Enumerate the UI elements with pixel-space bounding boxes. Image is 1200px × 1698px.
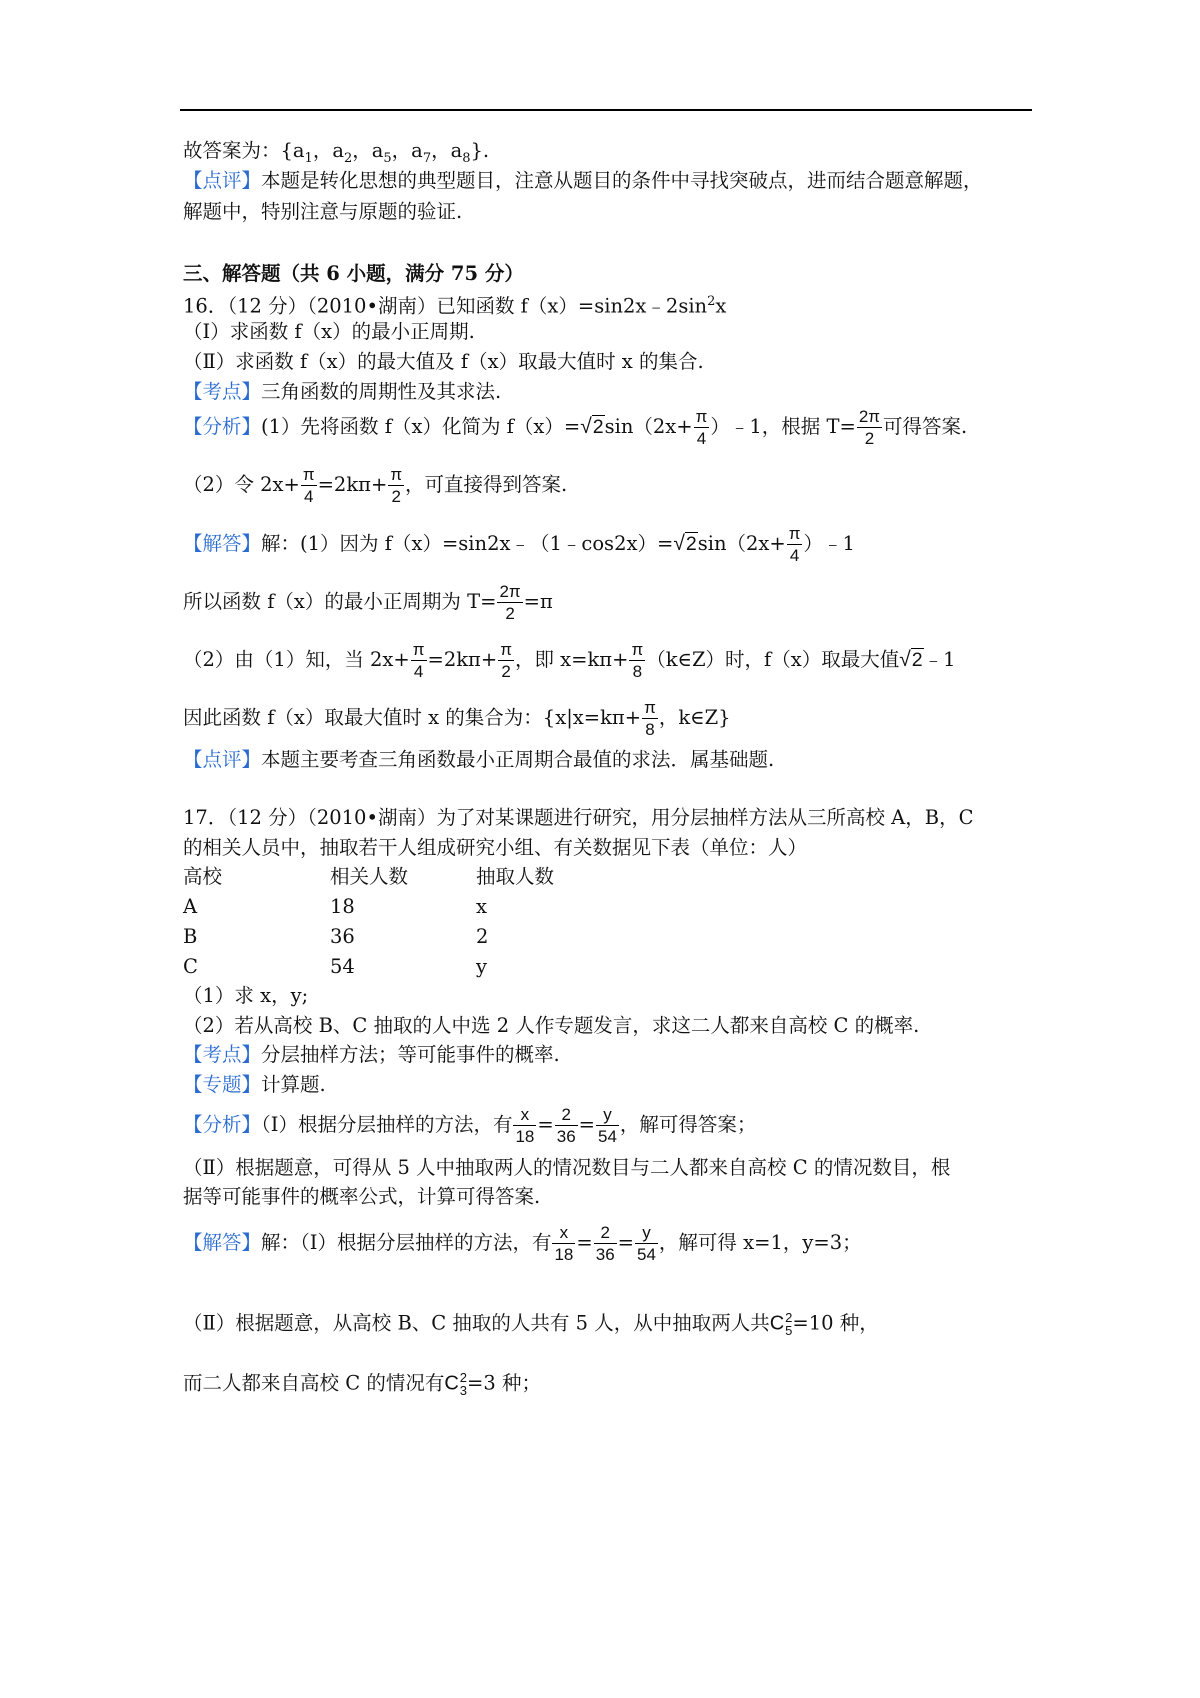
fraction: $\frac{2}{36}$ (556, 1105, 576, 1146)
q17-stem-1: 17．（12 分）（2010•湖南）为了对某课题进行研究，用分层抽样方法从三所高校 A，B，C (183, 806, 974, 829)
q16-fenxi-1: 【分析】(1）先将函数 f（x）化简为 f（x）=√2sin（2x+ $\frac{\pi}{4}$ ）﹣1，根据 T= $\frac{2\pi}{2}$ 可得答案. (183, 407, 968, 448)
comment-line-2: 解题中，特别注意与原题的验证. (183, 200, 463, 223)
table-header: 抽取人数 (476, 865, 555, 888)
table-cell: 2 (476, 925, 489, 948)
q17-kaodian: 【考点】分层抽样方法；等可能事件的概率. (183, 1043, 560, 1066)
fraction: $\frac{\pi}{4}$ (788, 524, 801, 565)
q17-fenxi-1: 【分析】（Ⅰ）根据分层抽样的方法，有 $\frac{x}{18}$ = $\frac{2}{36}$ = $\frac{y}{54}$ ，解可得答案； (183, 1105, 757, 1146)
fraction: $\frac{x}{18}$ (515, 1105, 535, 1146)
fraction: $\frac{\pi}{4}$ (302, 465, 315, 506)
table-cell: 36 (330, 925, 355, 948)
answer-line: 故答案为：{$a_1$，$a_2$，$a_5$，$a_7$，$a_8$}. (183, 139, 490, 166)
q17-jieda-1: 【解答】解：（Ⅰ）根据分层抽样的方法，有 $\frac{x}{18}$ = $\frac{2}{36}$ = $\frac{y}{54}$ ，解可得 x=1，y=3； (183, 1223, 862, 1264)
q16-jieda-3: （2）由（1）知，当 2x+ $\frac{\pi}{4}$ =2kπ+ $\frac{\pi}{2}$ ，即 x=kπ+ $\frac{\pi}{8}$ （k∈Z）时，f（x）取最大值√2﹣1 (183, 640, 956, 681)
table-cell: y (476, 955, 488, 978)
fraction: $\frac{2\pi}{2}$ (499, 582, 521, 623)
q16-dianping: 【点评】本题主要考查三角函数最小正周期合最值的求法．属基础题. (183, 748, 775, 771)
table-header: 相关人数 (330, 865, 409, 888)
table-cell: C (183, 955, 198, 978)
q16-part1: （Ⅰ）求函数 f（x）的最小正周期. (183, 320, 475, 343)
fraction: $\frac{\pi}{8}$ (631, 640, 644, 681)
q17-zhuanti: 【专题】计算题. (183, 1073, 326, 1096)
fraction: $\frac{2}{36}$ (595, 1223, 615, 1264)
q16-jieda-4: 因此函数 f（x）取最大值时 x 的集合为：{x|x=kπ+ $\frac{\pi}{8}$ ，k∈Z} (183, 698, 731, 739)
q17-fenxi-2: （Ⅱ）根据题意，可得从 5 人中抽取两人的情况数目与二人都来自高校 C 的情况数目，根 (183, 1156, 951, 1179)
section-heading: 三、解答题（共 6 小题，满分 75 分） (183, 262, 524, 285)
fraction: $\frac{\pi}{2}$ (390, 465, 403, 506)
comment-line-1: 【点评】本题是转化思想的典型题目，注意从题目的条件中寻找突破点，进而结合题意解题， (183, 169, 983, 192)
q17-jieda-2: （Ⅱ）根据题意，从高校 B、C 抽取的人共有 5 人，从中抽取两人共C 2 5 =10 种， (183, 1310, 879, 1338)
fraction: $\frac{\pi}{8}$ (644, 698, 656, 739)
fraction: $\frac{y}{54}$ (598, 1105, 617, 1146)
comment-tag: 【点评】 (183, 169, 262, 192)
table-cell: B (183, 925, 198, 948)
q17-stem-2: 的相关人员中，抽取若干人组成研究小组、有关数据见下表（单位：人） (183, 836, 808, 859)
fraction: $\frac{2\pi}{2}$ (858, 407, 881, 448)
table-header: 高校 (183, 865, 223, 888)
fraction: $\frac{\pi}{2}$ (500, 640, 512, 681)
q17-part1: （1）求 x，y; (183, 984, 309, 1007)
q16-stem: 16．（12 分）（2010•湖南）已知函数 $f(x)=\sin 2x﹣2\sin^2x$ (183, 294, 727, 318)
q17-jieda-3: 而二人都来自高校 C 的情况有C 2 3 =3 种； (183, 1370, 541, 1398)
q16-jieda-2: 所以函数 f（x）的最小正周期为 T= $\frac{2\pi}{2}$ =π (183, 582, 553, 623)
q16-jieda-1: 【解答】解：(1）因为 f（x）=sin2x﹣（1﹣cos2x）=√2sin（2x+ $\frac{\pi}{4}$ ）﹣1 (183, 524, 855, 565)
fraction: $\frac{x}{18}$ (554, 1223, 574, 1264)
table-cell: A (183, 895, 198, 918)
combination-c-5-2: C 2 5 (769, 1310, 793, 1338)
table-cell: x (476, 895, 487, 918)
q16-part2: （Ⅱ）求函数 f（x）的最大值及 f（x）取最大值时 x 的集合. (183, 350, 704, 373)
fraction: $\frac{y}{54}$ (637, 1223, 656, 1264)
table-cell: 54 (330, 955, 355, 978)
q16-kaodian: 【考点】三角函数的周期性及其求法. (183, 380, 502, 403)
fraction: $\frac{\pi}{4}$ (412, 640, 425, 681)
header-rule (180, 109, 1032, 111)
combination-c-3-2: C 2 3 (444, 1370, 468, 1398)
fraction: $\frac{\pi}{4}$ (695, 407, 708, 448)
q17-part2: （2）若从高校 B、C 抽取的人中选 2 人作专题发言，求这二人都来自高校 C 的概率. (183, 1014, 920, 1037)
q16-fenxi-2: （2）令 2x+ $\frac{\pi}{4}$ =2kπ+ $\frac{\pi}{2}$ ，可直接得到答案. (183, 465, 568, 506)
table-cell: 18 (330, 895, 355, 918)
q17-fenxi-3: 据等可能事件的概率公式，计算可得答案. (183, 1185, 541, 1208)
